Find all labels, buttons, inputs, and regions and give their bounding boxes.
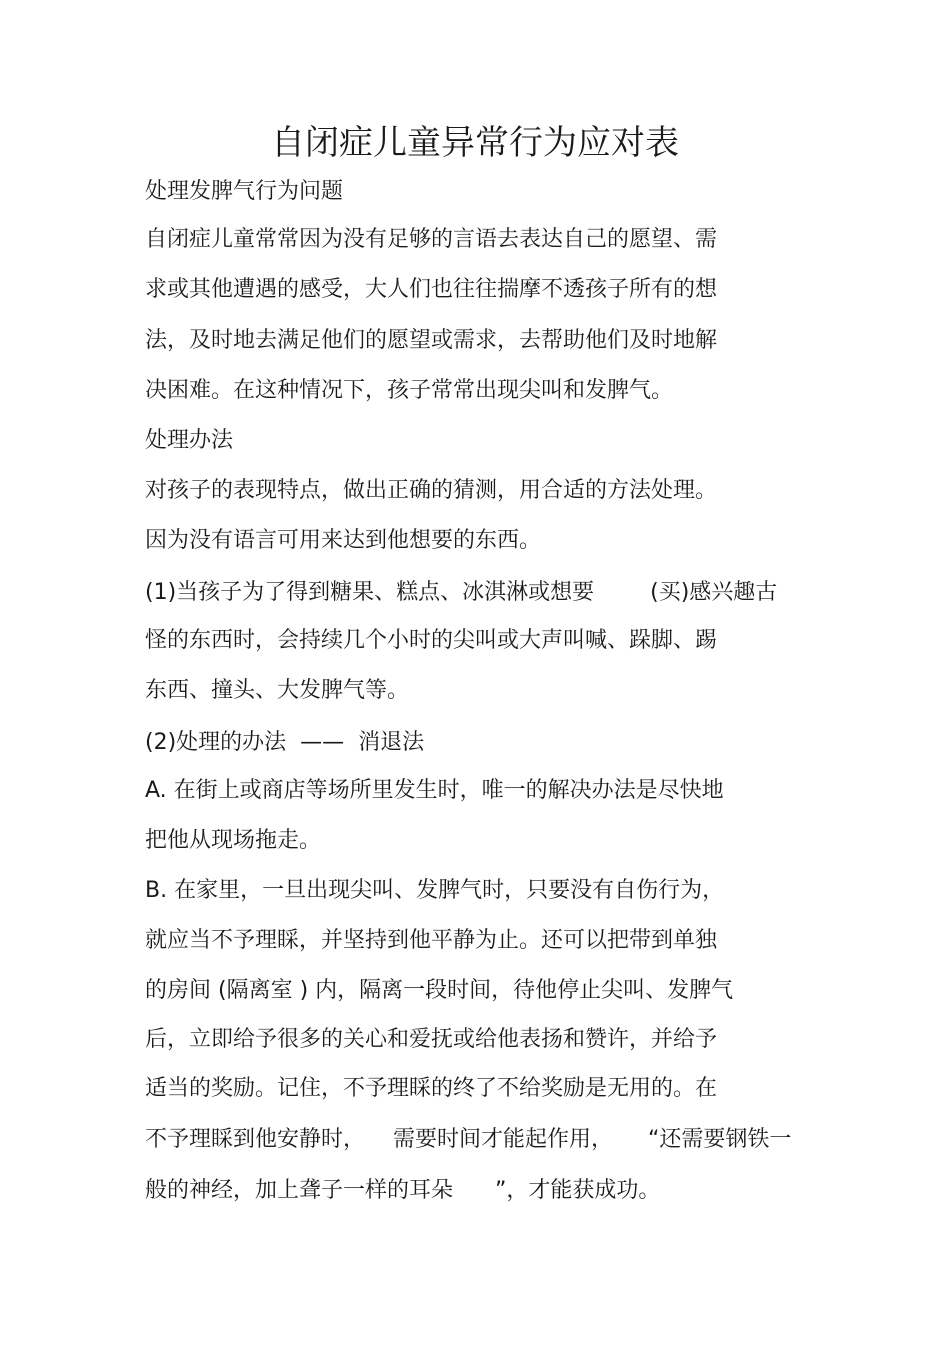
paragraph-line: 怪的东西时，会持续几个小时的尖叫或大声叫喊、跺脚、踢	[145, 628, 718, 653]
paragraph-line: 东西、撞头、大发脾气等。	[145, 678, 410, 703]
paragraph-line: 自闭症儿童常常因为没有足够的言语去表达自己的愿望、需	[145, 227, 718, 252]
paragraph-line: 后，立即给予很多的关心和爱抚或给他表扬和赞许，并给予	[145, 1027, 718, 1052]
paragraph-line: 求或其他遭遇的感受，大人们也往往揣摩不透孩子所有的想	[145, 277, 718, 302]
paragraph-line: 对孩子的表现特点，做出正确的猜测，用合适的方法处理。	[145, 478, 718, 503]
paragraph-line: 适当的奖励。记住，不予理睬的终了不给奖励是无用的。在	[145, 1076, 718, 1101]
paragraph-line: 把他从现场拖走。	[145, 828, 322, 853]
paragraph-line: 不予理睬到他安静时， 需要时间才能起作用， “还需要钢铁一	[145, 1127, 792, 1152]
list-item-2: (2)处理的办法 —— 消退法	[145, 730, 425, 755]
section-heading-methods: 处理办法	[145, 428, 234, 453]
paragraph-line: 就应当不予理睬，并坚持到他平静为止。还可以把带到单独	[145, 928, 718, 953]
paragraph-line: 因为没有语言可用来达到他想要的东西。	[145, 528, 542, 553]
paragraph-line: 的房间 (隔离室 ) 内，隔离一段时间，待他停止尖叫、发脾气	[145, 978, 734, 1003]
paragraph-line: 般的神经，加上聋子一样的耳朵 ”，才能获成功。	[145, 1178, 661, 1203]
document-title: 自闭症儿童异常行为应对表	[271, 123, 679, 163]
sub-item-b: B. 在家里，一旦出现尖叫、发脾气时，只要没有自伤行为，	[145, 878, 725, 903]
list-item-1: (1)当孩子为了得到糖果、糕点、冰淇淋或想要 (买)感兴趣古	[145, 580, 778, 605]
section-heading-tantrum: 处理发脾气行为问题	[145, 179, 344, 204]
paragraph-line: 决困难。在这种情况下，孩子常常出现尖叫和发脾气。	[145, 378, 674, 403]
paragraph-line: 法，及时地去满足他们的愿望或需求，去帮助他们及时地解	[145, 328, 718, 353]
sub-item-a: A. 在街上或商店等场所里发生时，唯一的解决办法是尽快地	[145, 778, 724, 803]
